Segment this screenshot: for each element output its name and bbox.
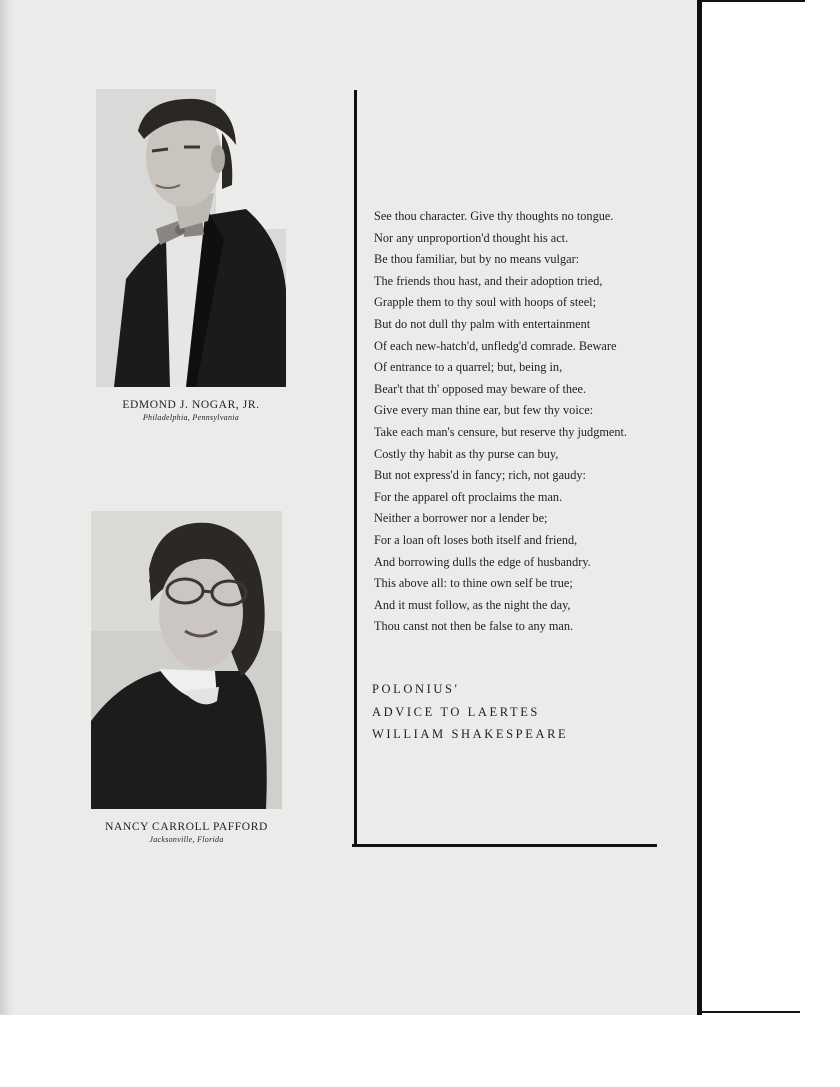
poem-frame-left-rule [354,90,357,847]
poem-line: For the apparel oft proclaims the man. [374,489,563,504]
scan-edge-line [700,0,805,2]
poem-line: Be thou familiar, but by no means vulgar: [374,252,580,267]
poem-frame-bottom-rule [352,844,657,847]
poem-line: Thou canst not then be false to any man. [374,619,574,634]
poem-text [374,206,674,638]
scan-edge-line [700,1011,800,1013]
poem-line: Give every man thine ear, but few thy voice: [374,403,594,418]
portrait-photo-woman [91,511,282,809]
attribution-title: ADVICE TO LAERTES [372,704,540,719]
poem-line: And it must follow, as the night the day, [374,597,571,612]
poem-line: See thou character. Give thy thoughts no tongue. [374,209,614,223]
binding-gutter [0,0,14,1015]
poem-line: Nor any unproportion'd thought his act. [374,230,569,245]
poem-line: But do not dull thy palm with entertainment [374,316,591,331]
student-hometown: Philadelphia, Pennsylvania [142,413,240,422]
attribution-speaker: POLONIUS' [372,682,460,696]
poem-line: And borrowing dulls the edge of husbandry. [374,554,591,569]
poem-line: Bear't that th' opposed may beware of thee. [374,381,587,396]
poem-line: Grapple them to thy soul with hoops of steel; [374,295,596,310]
poem-line: Take each man's censure, but reserve thy judgment. [374,424,628,439]
poem-line: Of each new-hatch'd, unfledg'd comrade. Beware [374,338,617,353]
student-name: EDMOND J. NOGAR, JR. [122,399,260,411]
poem-line: But not express'd in fancy; rich, not gaudy: [374,468,586,483]
poem-attribution [372,678,568,746]
poem-line: This above all: to thine own self be true; [374,576,573,591]
portrait-photo-man [96,89,286,387]
poem-line: Neither a borrower nor a lender be; [374,511,548,526]
attribution-author: WILLIAM SHAKESPEARE [372,727,569,741]
student-name: NANCY CARROLL PAFFORD [105,821,268,833]
poem-line: Of entrance to a quarrel; but, being in, [374,360,563,375]
student-hometown: Jacksonville, Florida [149,835,224,844]
poem-line: The friends thou hast, and their adoption tried, [374,273,603,288]
portrait-caption [96,399,286,422]
poem-line: Costly thy habit as thy purse can buy, [374,446,559,461]
page-edge-line [697,0,702,1015]
portrait-caption [86,821,287,844]
poem-line: For a loan oft loses both itself and friend, [374,532,578,547]
